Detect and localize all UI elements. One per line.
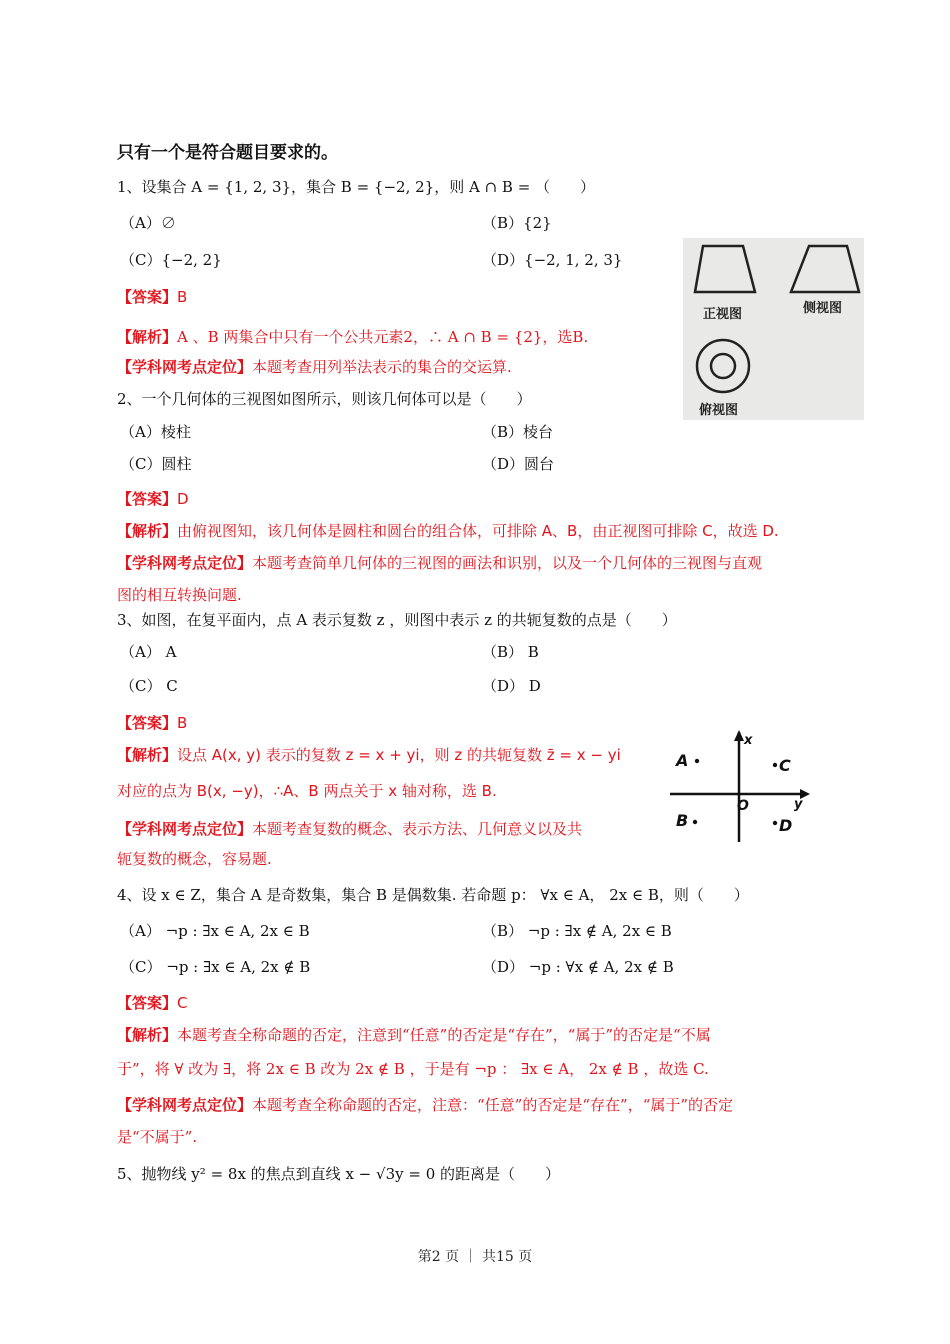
kp-label: 【学科网考点定位】 <box>117 358 253 376</box>
page-footer: 第2 页 ｜ 共15 页 <box>417 1249 533 1265</box>
point-b <box>693 820 697 824</box>
complex-plane-figure <box>668 728 818 846</box>
kp-text-1: 本题考查全称命题的否定，注意：“任意”的否定是“存在”，“属于”的否定 <box>252 1096 734 1114</box>
question-4-analysis-cont: 于”，将 ∀ 改为 ∃，将 2x ∈ B 改为 2x ∉ B ，于是有 ¬p ： ∃x ∈ A， 2x ∉ B ，故选 C. <box>117 1060 709 1078</box>
analysis-label: 【解析】 <box>117 522 178 540</box>
complex-plane-svg <box>668 728 818 846</box>
question-3-knowledge-point <box>117 818 582 840</box>
analysis-label: 【解析】 <box>117 328 178 346</box>
question-1-option-a: （A）∅ <box>120 214 176 232</box>
question-1-option-b: （B）{2} <box>482 214 552 232</box>
point-c-label: C <box>779 756 791 775</box>
front-view-trapezoid <box>695 246 755 292</box>
vertical-axis-arrow <box>734 730 744 741</box>
question-4-option-d: （D） ¬p : ∀x ∉ A, 2x ∉ B <box>482 958 674 976</box>
top-view-label: 俯视图 <box>699 403 739 418</box>
question-3-knowledge-point-cont: 轭复数的概念，容易题. <box>117 850 272 868</box>
answer-label: 【答案】 <box>117 490 178 508</box>
three-views-svg <box>683 238 864 420</box>
answer-label: 【答案】 <box>117 714 178 732</box>
question-3-option-a: （A） A <box>120 643 177 661</box>
kp-text-1: 本题考查复数的概念、表示方法、几何意义以及共 <box>252 820 583 838</box>
question-4-stem: 4、设 x ∈ Z，集合 A 是奇数集，集合 B 是偶数集. 若命题 p： ∀x ∈ A， 2x ∈ B，则（ ） <box>117 886 749 904</box>
answer-label: 【答案】 <box>117 994 178 1012</box>
three-views-figure <box>683 238 864 420</box>
point-d-label: D <box>779 816 793 835</box>
front-view-label: 正视图 <box>703 307 743 322</box>
top-view-outer-circle <box>697 340 749 392</box>
question-2-option-b: （B）棱台 <box>482 423 554 441</box>
side-view-trapezoid <box>791 246 859 292</box>
question-4-option-a: （A） ¬p : ∃x ∈ A, 2x ∈ B <box>120 922 310 940</box>
question-2-option-c: （C）圆柱 <box>120 455 192 473</box>
question-4-option-c: （C） ¬p : ∃x ∈ A, 2x ∉ B <box>120 958 311 976</box>
answer-value: C <box>177 994 188 1012</box>
analysis-label: 【解析】 <box>117 746 178 764</box>
kp-text: 本题考查用列举法表示的集合的交运算. <box>252 358 512 376</box>
answer-value: B <box>177 288 188 306</box>
question-2-stem: 2、一个几何体的三视图如图所示，则该几何体可以是（ ） <box>117 390 532 408</box>
question-3-analysis-cont: 对应的点为 B(x, −y)，∴A、B 两点关于 x 轴对称，选 B. <box>117 782 497 800</box>
question-2-knowledge-point-cont: 图的相互转换问题. <box>117 586 242 604</box>
answer-value: D <box>177 490 189 508</box>
answer-label: 【答案】 <box>117 288 178 306</box>
analysis-text-1: 本题考查全称命题的否定，注意到“任意”的否定是“存在”，“属于”的否定是“不属 <box>177 1026 711 1044</box>
question-2-answer <box>117 488 189 510</box>
question-2-option-a: （A）棱柱 <box>120 423 191 441</box>
question-4-answer <box>117 992 188 1014</box>
question-1-stem: 1、设集合 A = {1, 2, 3}，集合 B = {−2, 2}，则 A ∩ B = （ ） <box>117 178 596 196</box>
question-3-option-b: （B） B <box>482 643 539 661</box>
point-d <box>773 821 777 825</box>
kp-label: 【学科网考点定位】 <box>117 820 253 838</box>
kp-label: 【学科网考点定位】 <box>117 554 253 572</box>
question-4-analysis <box>117 1024 711 1046</box>
kp-text-1: 本题考查简单几何体的三视图的画法和识别，以及一个几何体的三视图与直观 <box>252 554 763 572</box>
question-1-knowledge-point <box>117 356 512 378</box>
axis-label-x: x <box>744 733 753 748</box>
question-3-answer <box>117 712 187 734</box>
point-b-label: B <box>676 811 689 830</box>
question-1-option-d: （D）{−2, 1, 2, 3} <box>482 251 623 269</box>
section-header: 只有一个是符合题目要求的。 <box>117 143 338 163</box>
question-3-stem: 3、如图，在复平面内，点 A 表示复数 z ，则图中表示 z 的共轭复数的点是（ ） <box>117 611 677 629</box>
question-2-knowledge-point <box>117 552 762 574</box>
question-1-answer <box>117 286 187 308</box>
question-1-option-c: （C）{−2, 2} <box>120 251 222 269</box>
axis-label-y: y <box>794 797 803 812</box>
question-2-analysis <box>117 520 779 542</box>
point-a <box>695 759 699 763</box>
point-c <box>773 763 777 767</box>
origin-label: O <box>737 798 749 814</box>
question-3-option-d: （D） D <box>482 677 541 695</box>
question-1-analysis <box>117 326 588 348</box>
side-view-label: 侧视图 <box>803 301 843 316</box>
question-4-option-b: （B） ¬p : ∃x ∉ A, 2x ∈ B <box>482 922 672 940</box>
analysis-text-1: 设点 A(x, y) 表示的复数 z = x + yi，则 z 的共轭复数 z̄ = x − yi <box>177 746 621 764</box>
kp-label: 【学科网考点定位】 <box>117 1096 253 1114</box>
analysis-text: 由俯视图知，该几何体是圆柱和圆台的组合体，可排除 A、B，由正视图可排除 C，故选 D. <box>177 522 779 540</box>
analysis-label: 【解析】 <box>117 1026 178 1044</box>
question-3-option-c: （C） C <box>120 677 178 695</box>
question-4-knowledge-point <box>117 1094 733 1116</box>
analysis-text: A 、B 两集合中只有一个公共元素2，∴ A ∩ B = {2}，选B. <box>177 328 589 346</box>
question-2-option-d: （D）圆台 <box>482 455 555 473</box>
question-5-stem: 5、抛物线 y² = 8x 的焦点到直线 x − √3y = 0 的距离是（ ） <box>117 1165 560 1183</box>
top-view-inner-circle <box>711 354 735 378</box>
answer-value: B <box>177 714 188 732</box>
question-4-knowledge-point-cont: 是“不属于”. <box>117 1128 198 1146</box>
point-a-label: A <box>676 751 689 770</box>
question-3-analysis <box>117 744 621 766</box>
